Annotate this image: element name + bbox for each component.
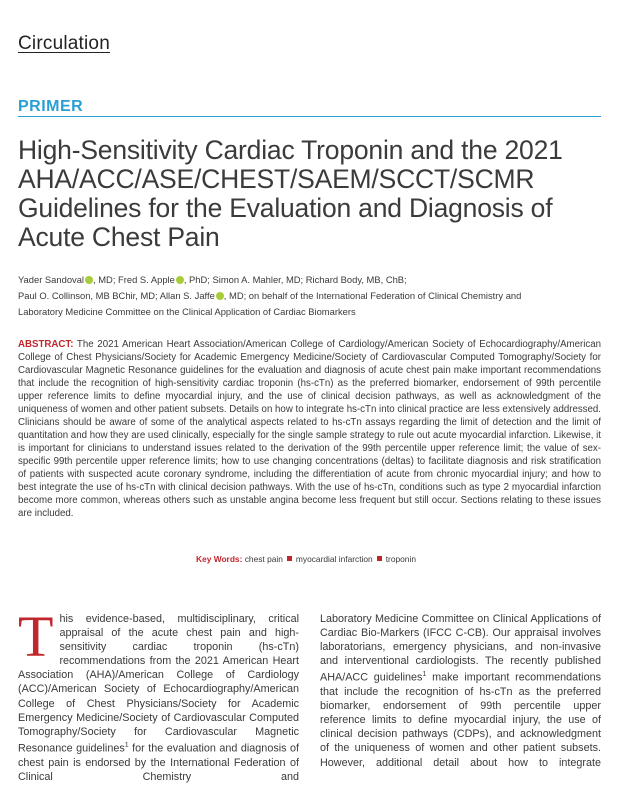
author-degree: , PhD; Simon A. Mahler, MD; Richard Body, MB, ChB; bbox=[183, 274, 407, 285]
keyword[interactable]: troponin bbox=[385, 554, 416, 564]
title-line: Acute Chest Pain bbox=[18, 222, 220, 252]
body-text: for the evaluation and diagnosis of chest pain is endorsed by the International Federation of Clinical Chemistry and bbox=[18, 742, 300, 783]
author-degree: , MD; bbox=[93, 274, 119, 285]
section-label: PRIMER bbox=[18, 98, 84, 115]
author-degree: , MD; on behalf of the International Federation of Clinical Chemistry and bbox=[223, 290, 522, 301]
keywords bbox=[196, 554, 416, 564]
title-line: High-Sensitivity Cardiac Troponin and the 2021 bbox=[18, 135, 563, 165]
journal-name[interactable]: Circulation bbox=[18, 33, 110, 54]
author-list bbox=[18, 272, 608, 320]
abstract-label: ABSTRACT: bbox=[18, 339, 74, 350]
author-name: Fred S. Apple bbox=[118, 274, 175, 285]
author-name: Yader Sandoval bbox=[18, 274, 85, 285]
keyword-separator-icon bbox=[287, 556, 292, 561]
body-text: make important recommendations that include the recognition of hs-cTn as the preferred biomarker, endorsement of 99th percentile upper reference limits to define myocardial injury, the use of clinical decision pathways (CDPs), and acknowledgment of the uniqueness of women and other patient subsets. However, additional detail about how to integrate bbox=[320, 671, 601, 769]
keyword-separator-icon bbox=[377, 556, 382, 561]
keyword[interactable]: chest pain bbox=[244, 554, 283, 564]
reference-link[interactable]: 1 bbox=[422, 671, 427, 679]
abstract-text: The 2021 American Heart Association/American College of Cardiology/American Society of Echocardiography/American College of Chest Physicians/Society for Academic Emergency Medicine/Society of Cardiovascular Computed Tomography/Society for Cardiovascular Magnetic Resonance guidelines for the evaluation and diagnosis of acute chest pain make important recommendations that include the recognition of high-sensitivity cardiac troponin (hs-cTn) as the preferred biomarker, endorsement of 99th percentile upper reference limits to define myocardial injury, and the use of clinical decision pathways, as well as acknowledgment of the uniqueness of women and other patient subsets. Details on how to integrate hs-cTn into clinical practice are less extensively addressed. Clinicians should be aware of some of the analytical aspects related to hs-cTn assays regarding the limit of detection and the limit of quantitation and how they are used clinically, especially for the single sample strategy to rule out acute myocardial infarction. Likewise, it is important for clinicians to understand issues related to the derivation of the 99th percentile upper reference limit; the value of sex-specific 99th percentile upper reference limits; how to use changing concentrations (deltas) to facilitate diagnosis and risk stratification of patients with suspected acute coronary syndrome, including the differentiation of acute from chronic myocardial injury; and how to best integrate the use of hs-cTn with clinical decision pathways. With the use of hs-cTn, conditions such as type 2 myocardial infarction become more common, whereas others such as unstable angina become less frequent but still occur. Sections relating to these issues are included. bbox=[18, 339, 601, 519]
body-column-right bbox=[320, 612, 601, 770]
author-name: Paul O. Collinson, MB BChir, MD; Allan S. Jaffe bbox=[18, 290, 215, 301]
orcid-icon[interactable] bbox=[216, 292, 224, 300]
title-line: AHA/ACC/ASE/CHEST/SAEM/SCCT/SCMR bbox=[18, 164, 535, 194]
orcid-icon[interactable] bbox=[176, 276, 184, 284]
abstract bbox=[18, 338, 601, 520]
reference-link[interactable]: 1 bbox=[124, 741, 129, 749]
section-divider bbox=[18, 116, 601, 117]
keyword[interactable]: myocardial infarction bbox=[295, 554, 373, 564]
body-column-left bbox=[18, 604, 300, 784]
orcid-icon[interactable] bbox=[85, 276, 93, 284]
title-line: Guidelines for the Evaluation and Diagnosis of bbox=[18, 193, 553, 223]
author-affiliation: Laboratory Medicine Committee on the Clinical Application of Cardiac Biomarkers bbox=[18, 306, 356, 317]
body-text: his evidence-based, multidisciplinary, critical appraisal of the acute chest pain and high-sensitivity cardiac troponin (hs-cTn) recommendations from the 2021 American Heart Association (AHA)/American College of Cardiology (ACC)/American Society of Echocardiography/American College of Chest Physicians/Society for Academic Emergency Medicine/Society of Cardiovascular Computed Tomography/Society for Cardiovascular Magnetic Resonance guidelines bbox=[18, 613, 299, 755]
drop-cap: T bbox=[18, 604, 54, 669]
body-text: Laboratory Medicine Committee on Clinical Applications of Cardiac Bio-Markers (IFCC C-CB). Our appraisal involves laboratorians, emergency physicians, and non-invasive and interventional cardiologists. The recently published AHA/ACC guidelines bbox=[320, 613, 601, 684]
article-title bbox=[18, 136, 608, 252]
keywords-label: Key Words: bbox=[196, 554, 243, 564]
